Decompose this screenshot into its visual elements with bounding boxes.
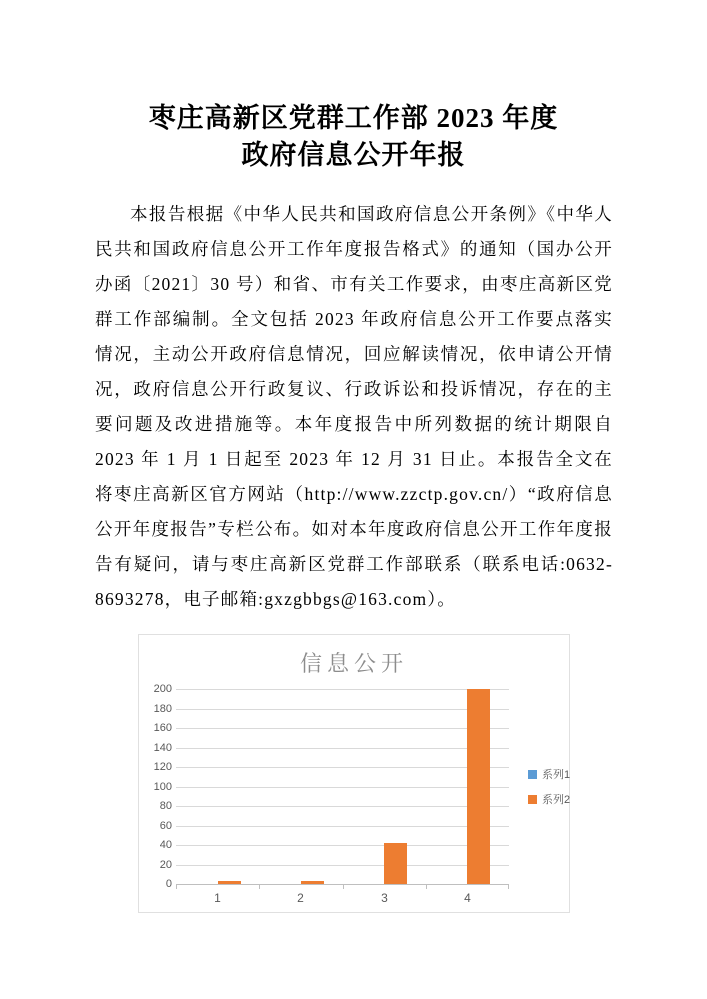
document-title-line2: 政府信息公开年报 <box>241 140 466 170</box>
information-disclosure-chart <box>138 634 570 913</box>
legend-item-系列2 <box>528 791 570 807</box>
category-axis-tick <box>176 885 177 889</box>
gridline-60 <box>176 826 509 827</box>
y-tick-label-200: 200 <box>153 683 172 695</box>
chart-y-axis <box>141 683 172 890</box>
legend-swatch-icon <box>528 795 537 804</box>
x-tick-label-3: 3 <box>381 891 388 905</box>
document-title-line1: 枣庄高新区党群工作部 2023 年度 <box>148 103 559 133</box>
gridline-200 <box>176 689 509 690</box>
y-tick-label-120: 120 <box>153 761 172 773</box>
gridline-20 <box>176 865 509 866</box>
chart-plot <box>176 689 509 885</box>
y-tick-label-0: 0 <box>165 878 172 890</box>
x-tick-label-4: 4 <box>464 891 471 905</box>
legend-swatch-icon <box>528 770 537 779</box>
gridline-80 <box>176 806 509 807</box>
gridline-140 <box>176 748 509 749</box>
body-paragraph: 本报告根据《中华人民共和国政府信息公开条例》《中华人民共和国政府信息公开工作年度报告格式》的通知（国办公开办函〔2021〕30 号）和省、市有关工作要求，由枣庄高新区党群工作部编制。全文包括 2023 年政府信息公开工作要点落实情况，主动公开政府信息情况，回应解读情况，依申请公开情况，政府信息公开行政复议、行政诉讼和投诉情况，存在的主要问题及改进措施等。本年度报告中所列数据的统计期限自 2023 年 1 月 1 日起至 2023 年 12 月 31 日止。本报告全文在将枣庄高新区官方网站（http://www.zzctp.gov.cn/）“政府信息公开年度报告”专栏公布。如对本年度政府信息公开工作年度报告有疑问，请与枣庄高新区党群工作部联系（联系电话:0632-8693278，电子邮箱:gxzgbbgs@163.com）。 <box>95 204 613 609</box>
y-tick-label-160: 160 <box>153 722 172 734</box>
chart-title: 信息公开 <box>299 651 408 676</box>
y-tick-label-20: 20 <box>159 859 172 871</box>
y-tick-label-180: 180 <box>153 703 172 715</box>
x-tick-label-1: 1 <box>214 891 221 905</box>
gridline-40 <box>176 845 509 846</box>
bar-系列2-category-3 <box>384 843 407 884</box>
bar-系列2-category-4 <box>467 689 490 884</box>
category-axis-tick <box>426 885 427 889</box>
gridline-160 <box>176 728 509 729</box>
y-tick-label-140: 140 <box>153 742 172 754</box>
gridline-120 <box>176 767 509 768</box>
y-tick-label-60: 60 <box>159 820 172 832</box>
legend-item-系列1 <box>528 766 570 782</box>
legend-label: 系列2 <box>542 794 571 806</box>
y-tick-label-80: 80 <box>159 800 172 812</box>
category-axis-tick <box>508 885 509 889</box>
chart-legend <box>528 766 570 816</box>
y-tick-label-40: 40 <box>159 839 172 851</box>
category-axis-tick <box>343 885 344 889</box>
legend-label: 系列1 <box>542 769 571 781</box>
gridline-100 <box>176 787 509 788</box>
x-tick-label-2: 2 <box>297 891 304 905</box>
gridline-180 <box>176 709 509 710</box>
chart-x-axis <box>176 891 509 907</box>
document-title <box>0 100 707 174</box>
bar-系列2-category-1 <box>218 881 241 884</box>
y-tick-label-100: 100 <box>153 781 172 793</box>
bar-系列2-category-2 <box>301 881 324 884</box>
category-axis-tick <box>259 885 260 889</box>
